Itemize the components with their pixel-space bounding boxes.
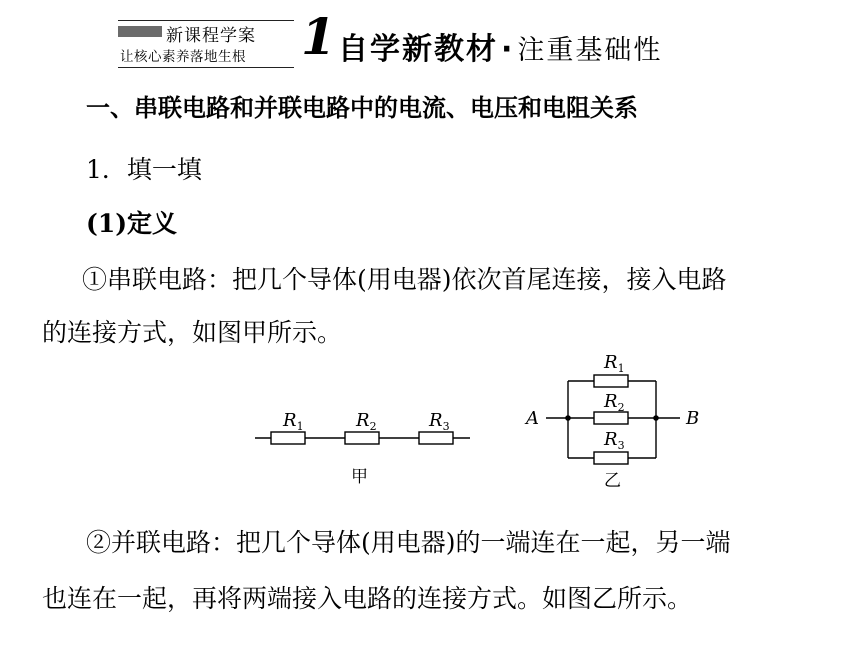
series-label-r3: $R_3$ — [429, 410, 450, 433]
main-heading: 一、串联电路和并联电路中的电流、电压和电阻关系 — [86, 94, 638, 122]
series-resistor-r2 — [345, 432, 379, 444]
parallel-caption: 乙 — [604, 471, 621, 491]
section-title-main: 自学新教材 — [338, 32, 498, 67]
section-number: 1 — [301, 7, 336, 66]
parallel-resistor-r1 — [594, 375, 628, 387]
parallel-resistor-r3 — [594, 452, 628, 464]
course-slogan: 让核心素养落地生根 — [120, 49, 246, 65]
parallel-label-r3: $R_3$ — [604, 429, 625, 452]
series-definition-line-2: 的连接方式，如图甲所示。 — [42, 318, 343, 347]
course-label-box — [118, 20, 294, 68]
node-dot-right — [653, 415, 659, 421]
parallel-definition-line-1: ②并联电路：把几个导体(用电器)的一端连在一起，另一端 — [86, 528, 731, 557]
section-title — [338, 24, 662, 68]
node-label-a: A — [526, 408, 539, 429]
subheading: 1．填一填 — [86, 155, 202, 184]
series-label-r2: $R_2$ — [356, 410, 377, 433]
series-caption: 甲 — [351, 467, 368, 487]
series-definition-line-1: ①串联电路：把几个导体(用电器)依次首尾连接，接入电路 — [82, 265, 727, 294]
parallel-definition-line-2: 也连在一起，再将两端接入电路的连接方式。如图乙所示。 — [42, 584, 693, 613]
node-dot-left — [565, 415, 571, 421]
series-resistor-r3 — [419, 432, 453, 444]
circuit-figure — [0, 345, 860, 505]
header-bar-decoration — [118, 26, 162, 37]
node-label-b: B — [686, 408, 700, 429]
definition-label: (1)定义 — [86, 209, 178, 238]
parallel-label-r1: $R_1$ — [604, 352, 625, 375]
series-label-r1: $R_1$ — [283, 410, 304, 433]
section-subtitle: 注重基础性 — [517, 35, 663, 66]
parallel-label-r2: $R_2$ — [604, 391, 625, 414]
title-separator: · — [501, 32, 515, 67]
course-label: 新课程学案 — [166, 26, 256, 46]
series-resistor-r1 — [271, 432, 305, 444]
